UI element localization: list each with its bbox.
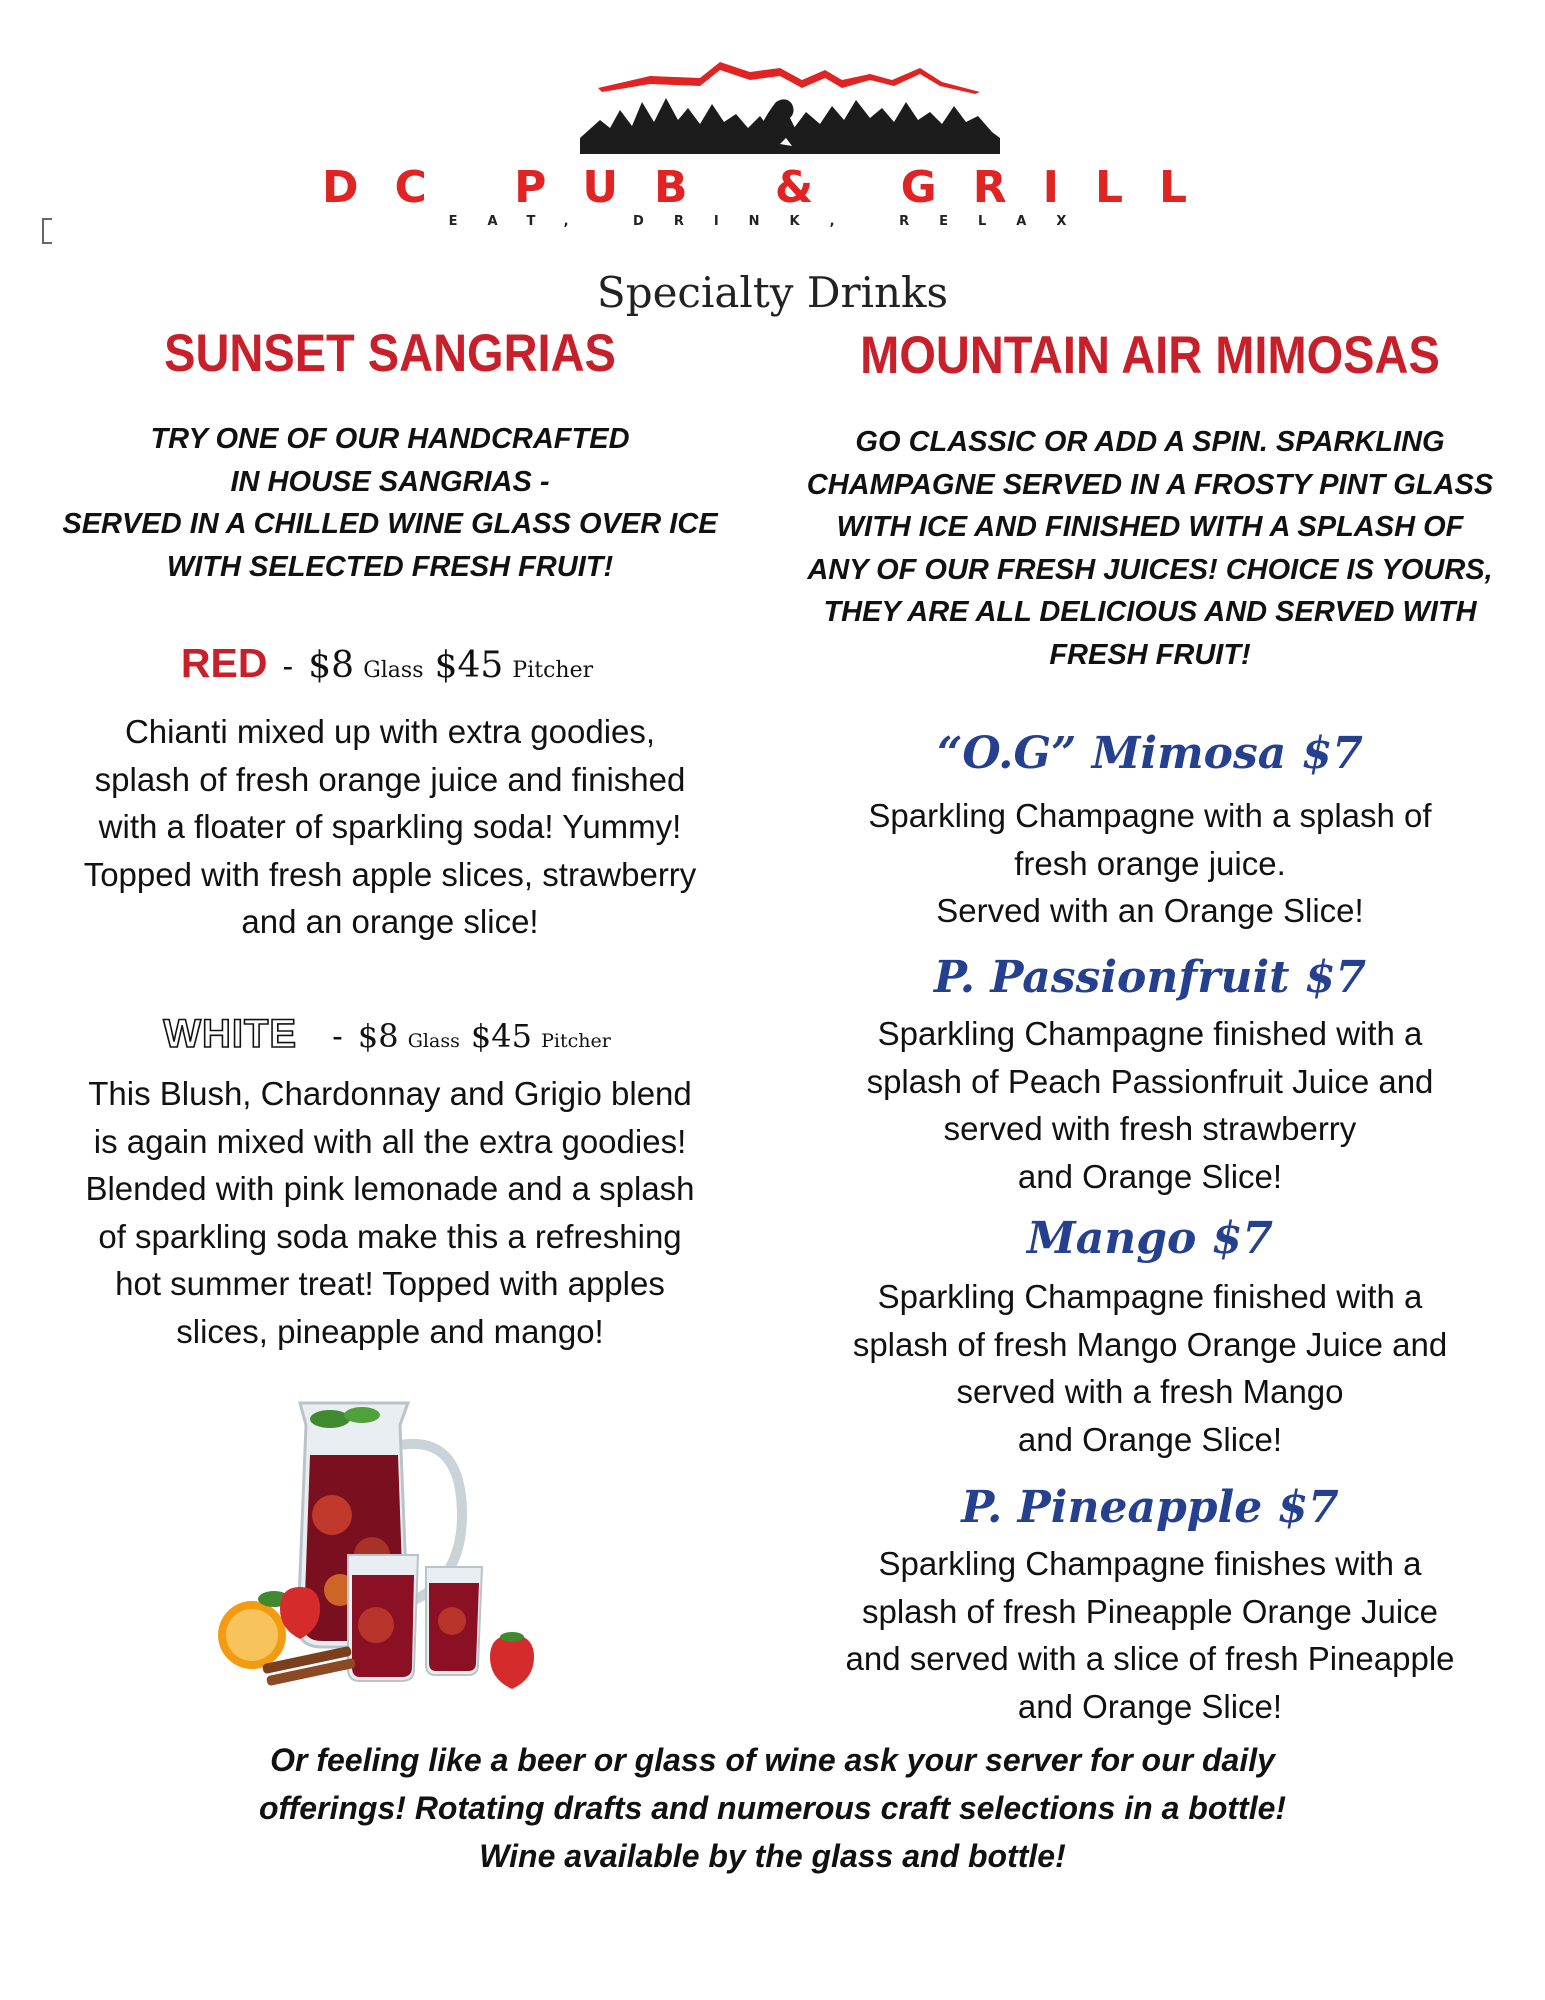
red-sangria-description: [30, 708, 750, 946]
passionfruit-mimosa-description: [790, 1010, 1510, 1200]
mimosas-intro: [790, 421, 1510, 676]
intro-line: WITH SELECTED FRESH FRUIT!: [166, 550, 614, 583]
drink-name: Mango: [1027, 1213, 1197, 1264]
description-line: and an orange slice!: [241, 903, 539, 940]
pitcher-label: Pitcher: [512, 658, 594, 683]
drink-price: $7: [1211, 1213, 1273, 1264]
mango-mimosa-title: [790, 1213, 1510, 1264]
white-sangria-name: WHITE: [163, 1012, 298, 1056]
pitcher-label: Pitcher: [541, 1030, 611, 1052]
sangrias-heading: SUNSET SANGRIAS: [164, 322, 616, 383]
drink-name: “O.G” Mimosa: [937, 728, 1287, 779]
og-mimosa-title: [790, 728, 1510, 779]
glass-price: $8: [308, 645, 355, 686]
description-line: Chianti mixed up with extra goodies,: [124, 713, 656, 750]
description-line: Sparkling Champagne finished with a: [877, 1278, 1423, 1315]
price-separator: -: [332, 1018, 343, 1054]
pitcher-price: $45: [470, 1017, 532, 1055]
description-line: splash of Peach Passionfruit Juice and: [866, 1062, 1434, 1100]
mimosas-heading: MOUNTAIN AIR MIMOSAS: [860, 324, 1440, 385]
red-sangria-price-line: [40, 640, 740, 687]
drink-name: P. Passionfruit: [933, 952, 1290, 1003]
sangria-pitcher-illustration: [212, 1385, 602, 1705]
glass-label: Glass: [363, 658, 424, 683]
description-line: splash of fresh Mango Orange Juice and: [852, 1325, 1448, 1363]
description-line: Blended with pink lemonade and a splash: [85, 1170, 695, 1207]
mango-mimosa-description: [790, 1273, 1510, 1463]
footer-line: Or feeling like a beer or glass of wine ask your server for our daily: [270, 1742, 1275, 1778]
intro-line: ANY OF OUR FRESH JUICES! CHOICE IS YOURS,: [807, 553, 1493, 586]
glass-label: Glass: [407, 1030, 460, 1052]
drink-price: $7: [1304, 952, 1367, 1003]
footer-note: [150, 1736, 1395, 1880]
description-line: Sparkling Champagne with a splash of: [868, 797, 1432, 834]
corner-bracket-icon: [42, 218, 52, 244]
intro-line: IN HOUSE SANGRIAS -: [230, 465, 550, 498]
description-line: served with a fresh Mango: [956, 1373, 1344, 1410]
description-line: and served with a slice of fresh Pineapple: [845, 1640, 1455, 1677]
red-sangria-name: RED: [180, 640, 268, 686]
glass-price: $8: [357, 1017, 399, 1055]
description-line: hot summer treat! Topped with apples: [115, 1265, 665, 1302]
intro-line: WITH ICE AND FINISHED WITH A SPLASH OF: [836, 511, 1464, 543]
footer-line: offerings! Rotating drafts and numerous craft selections in a bottle!: [258, 1790, 1287, 1826]
description-line: and Orange Slice!: [1017, 1157, 1283, 1195]
description-line: Sparkling Champagne finished with a: [877, 1015, 1423, 1052]
description-line: and Orange Slice!: [1017, 1687, 1283, 1725]
mountain-forest-logo-icon: [580, 58, 1000, 166]
description-line: splash of fresh Pineapple Orange Juice: [861, 1592, 1439, 1630]
description-line: slices, pineapple and mango!: [176, 1312, 604, 1350]
description-line: Topped with fresh apple slices, strawberry: [83, 855, 697, 893]
og-mimosa-description: [790, 792, 1510, 935]
drink-price: $7: [1277, 1482, 1339, 1533]
drink-name: P. Pineapple: [961, 1482, 1263, 1533]
description-line: with a floater of sparkling soda! Yummy!: [98, 808, 682, 845]
description-line: of sparkling soda make this a refreshing: [98, 1217, 682, 1255]
brand-tagline: EAT, DRINK, RELAX: [448, 214, 1097, 229]
description-line: This Blush, Chardonnay and Grigio blend: [88, 1075, 692, 1112]
intro-line: SERVED IN A CHILLED WINE GLASS OVER ICE: [62, 508, 718, 540]
passionfruit-mimosa-title: [790, 952, 1510, 1003]
intro-line: CHAMPAGNE SERVED IN A FROSTY PINT GLASS: [806, 468, 1494, 501]
white-sangria-price-line: [40, 1012, 740, 1057]
brand-name: DC PUB & GRILL: [321, 162, 1224, 213]
intro-line: FRESH FRUIT!: [1049, 638, 1251, 671]
description-line: fresh orange juice.: [1014, 844, 1286, 882]
footer-line: Wine available by the glass and bottle!: [479, 1838, 1066, 1874]
description-line: splash of fresh orange juice and finished: [94, 760, 686, 798]
intro-line: GO CLASSIC OR ADD A SPIN. SPARKLING: [855, 426, 1445, 458]
price-separator: -: [282, 648, 294, 684]
page-title: Specialty Drinks: [596, 268, 949, 317]
white-sangria-description: [30, 1070, 750, 1355]
sangrias-intro: [40, 418, 740, 588]
pineapple-mimosa-description: [790, 1540, 1510, 1730]
description-line: Served with an Orange Slice!: [936, 892, 1364, 929]
drink-price: $7: [1301, 728, 1363, 779]
description-line: and Orange Slice!: [1017, 1420, 1283, 1458]
description-line: Sparkling Champagne finishes with a: [878, 1545, 1422, 1582]
description-line: is again mixed with all the extra goodies!: [93, 1122, 687, 1160]
description-line: served with fresh strawberry: [943, 1110, 1357, 1147]
intro-line: THEY ARE ALL DELICIOUS AND SERVED WITH: [823, 596, 1477, 628]
pitcher-price: $45: [434, 645, 504, 686]
intro-line: TRY ONE OF OUR HANDCRAFTED: [150, 423, 630, 455]
pineapple-mimosa-title: [790, 1482, 1510, 1533]
